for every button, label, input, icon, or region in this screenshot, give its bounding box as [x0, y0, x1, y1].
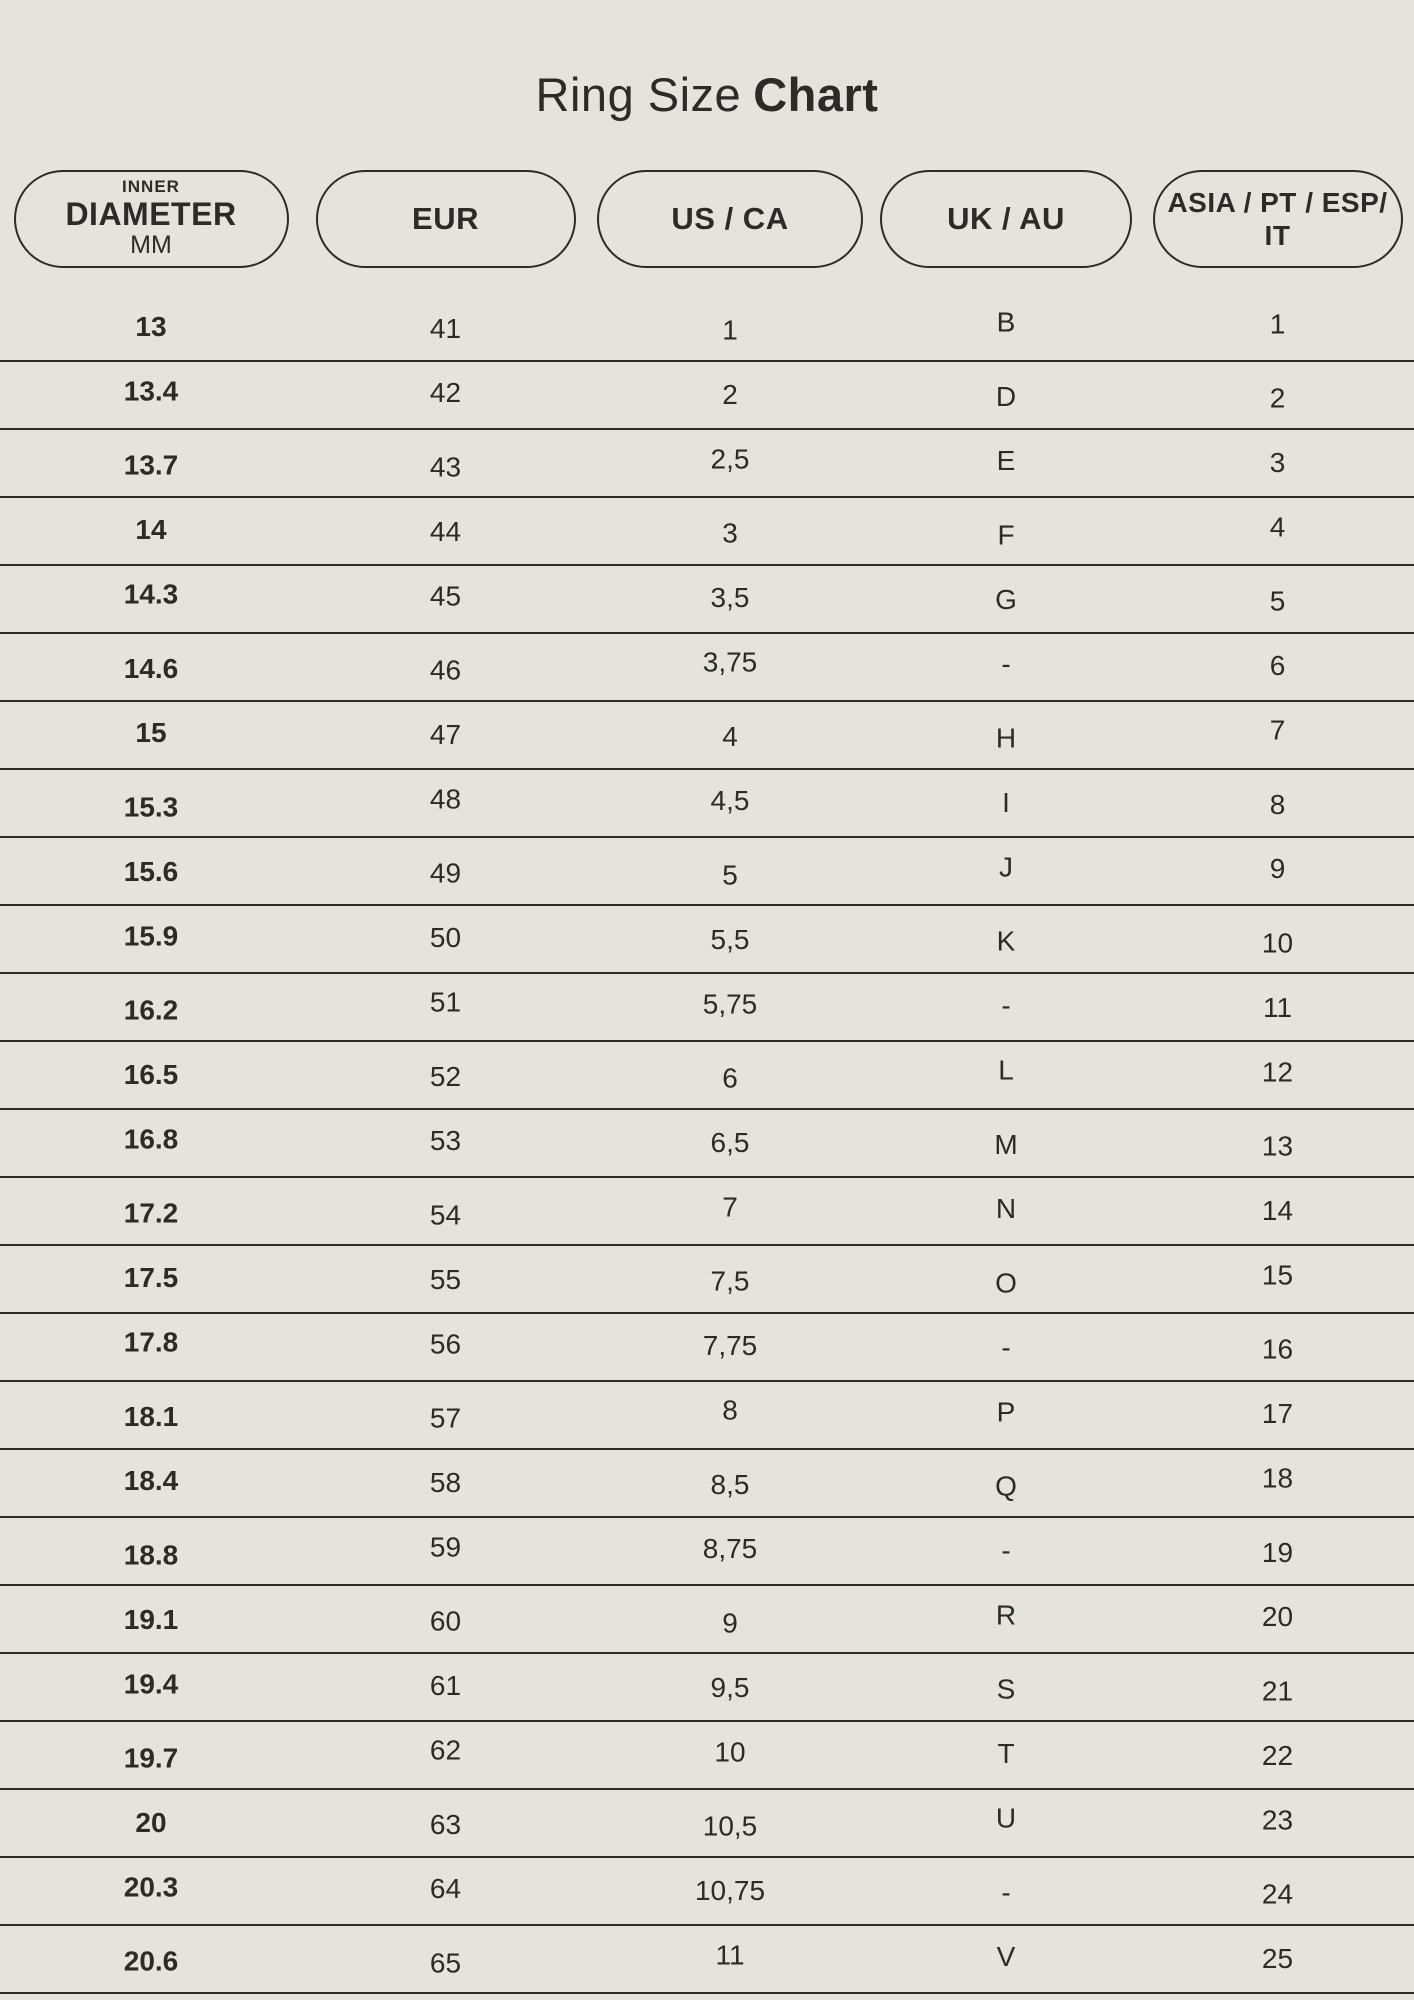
- cell-value: 56: [429, 1328, 462, 1360]
- cell-eur: [302, 1382, 589, 1448]
- cell-asia-pt-esp-it: [1141, 1042, 1414, 1108]
- cell-inner-diameter: [0, 1314, 302, 1380]
- cell-value: B: [996, 306, 1016, 338]
- cell-us-ca: [589, 1654, 871, 1720]
- cell-us-ca: [589, 1450, 871, 1516]
- cell-asia-pt-esp-it: [1141, 634, 1414, 700]
- cell-value: 58: [429, 1467, 462, 1498]
- cell-inner-diameter: [0, 1450, 302, 1516]
- cell-asia-pt-esp-it: [1141, 294, 1414, 360]
- cell-us-ca: [589, 1518, 871, 1584]
- cell-value: 17: [1261, 1398, 1294, 1430]
- cell-uk-au: [871, 1450, 1141, 1516]
- cell-value: 19: [1261, 1536, 1294, 1568]
- cell-asia-pt-esp-it: [1141, 1926, 1414, 1992]
- cell-inner-diameter: [0, 974, 302, 1040]
- cell-asia-pt-esp-it: [1141, 906, 1414, 972]
- cell-us-ca: [589, 1790, 871, 1856]
- cell-asia-pt-esp-it: [1141, 770, 1414, 836]
- cell-asia-pt-esp-it: [1141, 430, 1414, 496]
- cell-inner-diameter: [0, 1110, 302, 1176]
- page-title-regular: Ring Size: [535, 68, 742, 122]
- cell-value: 51: [429, 986, 462, 1018]
- header-uk-au-label: UK / AU: [947, 200, 1065, 236]
- cell-value: 16: [1261, 1333, 1294, 1365]
- cell-inner-diameter: [0, 906, 302, 972]
- table-row: [0, 1110, 1414, 1178]
- cell-uk-au: [871, 974, 1141, 1040]
- cell-us-ca: [589, 702, 871, 768]
- cell-uk-au: [871, 906, 1141, 972]
- cell-inner-diameter: [0, 566, 302, 632]
- cell-value: 17.2: [123, 1197, 179, 1229]
- cell-eur: [302, 430, 589, 496]
- cell-eur: [302, 1722, 589, 1788]
- cell-value: 7,5: [710, 1265, 750, 1297]
- header-eur-label: EUR: [412, 200, 479, 236]
- cell-value: 45: [429, 580, 462, 612]
- cell-value: 11: [1262, 991, 1293, 1023]
- cell-value: 6: [722, 1062, 738, 1094]
- cell-asia-pt-esp-it: [1141, 974, 1414, 1040]
- cell-value: 15: [135, 717, 167, 749]
- cell-asia-pt-esp-it: [1141, 1790, 1414, 1856]
- cell-value: L: [998, 1054, 1014, 1086]
- header-pill-inner-diameter: [14, 170, 289, 268]
- cell-value: 7,75: [702, 1330, 758, 1362]
- cell-us-ca: [589, 1246, 871, 1312]
- table-row: [0, 974, 1414, 1042]
- cell-eur: [302, 1042, 589, 1108]
- cell-value: 18: [1261, 1462, 1294, 1494]
- cell-uk-au: [871, 294, 1141, 360]
- cell-value: 4: [722, 720, 738, 752]
- cell-eur: [302, 498, 589, 564]
- cell-uk-au: [871, 1518, 1141, 1584]
- cell-us-ca: [589, 294, 871, 360]
- cell-value: 49: [429, 857, 462, 889]
- cell-eur: [302, 906, 589, 972]
- cell-value: 3,5: [710, 582, 750, 614]
- cell-value: 63: [429, 1808, 462, 1840]
- header-pill-eur: [316, 170, 576, 268]
- header-pill-asia-pt-esp-it: [1153, 170, 1403, 268]
- cell-value: 6: [1269, 650, 1286, 682]
- cell-asia-pt-esp-it: [1141, 702, 1414, 768]
- cell-value: 43: [429, 451, 462, 483]
- cell-value: 16.2: [123, 994, 179, 1026]
- cell-us-ca: [589, 566, 871, 632]
- cell-value: 14.6: [123, 652, 179, 684]
- table-row: [0, 1246, 1414, 1314]
- cell-value: N: [995, 1193, 1017, 1225]
- table-row: [0, 1586, 1414, 1654]
- cell-us-ca: [589, 1926, 871, 1992]
- cell-value: 57: [429, 1402, 462, 1434]
- cell-inner-diameter: [0, 1246, 302, 1312]
- cell-asia-pt-esp-it: [1141, 566, 1414, 632]
- cell-asia-pt-esp-it: [1141, 1314, 1414, 1380]
- cell-value: 42: [429, 377, 462, 409]
- cell-value: 41: [429, 312, 462, 344]
- cell-value: 4,5: [710, 785, 750, 817]
- cell-value: 14.3: [123, 578, 179, 610]
- header-pill-us-ca: [597, 170, 863, 268]
- cell-value: 1: [722, 314, 738, 346]
- cell-value: 46: [429, 654, 462, 686]
- cell-eur: [302, 294, 589, 360]
- cell-value: 48: [429, 783, 462, 815]
- cell-uk-au: [871, 1586, 1141, 1652]
- cell-inner-diameter: [0, 1926, 302, 1992]
- cell-asia-pt-esp-it: [1141, 1586, 1414, 1652]
- cell-us-ca: [589, 838, 871, 904]
- cell-inner-diameter: [0, 362, 302, 428]
- table-row: [0, 906, 1414, 974]
- cell-uk-au: [871, 1246, 1141, 1312]
- cell-value: 16.8: [123, 1123, 179, 1155]
- cell-inner-diameter: [0, 838, 302, 904]
- cell-value: 54: [429, 1199, 462, 1231]
- cell-value: 15: [1261, 1259, 1294, 1291]
- cell-eur: [302, 1586, 589, 1652]
- cell-asia-pt-esp-it: [1141, 1178, 1414, 1244]
- table-row: [0, 294, 1414, 362]
- cell-eur: [302, 362, 589, 428]
- cell-value: M: [994, 1128, 1018, 1160]
- cell-eur: [302, 566, 589, 632]
- cell-uk-au: [871, 1790, 1141, 1856]
- cell-value: 53: [429, 1125, 462, 1157]
- cell-value: -: [1001, 1535, 1011, 1566]
- cell-value: 61: [429, 1670, 462, 1702]
- cell-value: F: [997, 519, 1015, 551]
- cell-inner-diameter: [0, 1586, 302, 1652]
- cell-value: -: [1001, 648, 1011, 680]
- cell-value: 13.4: [123, 375, 179, 407]
- table-row: [0, 1382, 1414, 1450]
- cell-uk-au: [871, 838, 1141, 904]
- table-header-row: [0, 170, 1414, 268]
- table-row: [0, 1314, 1414, 1382]
- cell-us-ca: [589, 1586, 871, 1652]
- cell-eur: [302, 1518, 589, 1584]
- cell-value: 50: [429, 922, 462, 954]
- cell-value: 2: [722, 379, 738, 410]
- cell-uk-au: [871, 1382, 1141, 1448]
- table-row: [0, 1654, 1414, 1722]
- table-row: [0, 1926, 1414, 1994]
- cell-value: Q: [995, 1470, 1017, 1502]
- header-pill-uk-au: [880, 170, 1132, 268]
- cell-value: I: [1002, 787, 1010, 818]
- cell-eur: [302, 1926, 589, 1992]
- cell-value: S: [996, 1673, 1016, 1705]
- cell-value: 10,5: [702, 1810, 758, 1842]
- cell-value: 6,5: [710, 1127, 750, 1158]
- cell-eur: [302, 770, 589, 836]
- header-diameter-label: DIAMETER: [65, 196, 237, 232]
- cell-value: 15.6: [123, 855, 179, 887]
- table-row: [0, 498, 1414, 566]
- cell-uk-au: [871, 498, 1141, 564]
- cell-value: 13: [135, 311, 167, 342]
- cell-value: H: [995, 722, 1017, 754]
- cell-inner-diameter: [0, 430, 302, 496]
- cell-us-ca: [589, 634, 871, 700]
- cell-us-ca: [589, 1382, 871, 1448]
- cell-uk-au: [871, 1722, 1141, 1788]
- cell-value: 9: [1269, 853, 1286, 885]
- cell-value: 60: [429, 1605, 462, 1637]
- cell-asia-pt-esp-it: [1141, 1518, 1414, 1584]
- cell-uk-au: [871, 702, 1141, 768]
- cell-value: E: [996, 445, 1016, 477]
- page-title-bold: Chart: [753, 68, 879, 122]
- header-inner-label: INNER: [122, 177, 180, 197]
- cell-value: 3,75: [702, 646, 758, 678]
- cell-value: -: [1001, 1331, 1011, 1363]
- cell-value: 14: [1261, 1195, 1294, 1226]
- cell-uk-au: [871, 1110, 1141, 1176]
- table-row: [0, 362, 1414, 430]
- cell-eur: [302, 702, 589, 768]
- cell-value: 17.5: [123, 1262, 179, 1294]
- cell-uk-au: [871, 770, 1141, 836]
- cell-value: 1: [1269, 308, 1286, 340]
- cell-uk-au: [871, 1858, 1141, 1924]
- cell-us-ca: [589, 1110, 871, 1176]
- table-row: [0, 770, 1414, 838]
- cell-asia-pt-esp-it: [1141, 498, 1414, 564]
- cell-value: 8: [722, 1394, 738, 1426]
- cell-inner-diameter: [0, 498, 302, 564]
- cell-value: -: [1001, 990, 1011, 1022]
- cell-eur: [302, 1178, 589, 1244]
- cell-value: 20.3: [123, 1871, 179, 1903]
- table-row: [0, 634, 1414, 702]
- cell-value: G: [995, 583, 1017, 615]
- cell-uk-au: [871, 634, 1141, 700]
- cell-value: 2,5: [710, 443, 750, 475]
- cell-value: 55: [429, 1263, 462, 1295]
- cell-value: D: [995, 380, 1017, 412]
- table-row: [0, 1042, 1414, 1110]
- cell-value: 13: [1261, 1130, 1294, 1162]
- cell-uk-au: [871, 1042, 1141, 1108]
- table-row: [0, 1518, 1414, 1586]
- cell-us-ca: [589, 498, 871, 564]
- cell-value: 59: [429, 1531, 462, 1563]
- cell-value: 10: [714, 1736, 746, 1768]
- cell-value: 15.9: [123, 920, 179, 952]
- cell-value: 3: [722, 517, 738, 549]
- cell-value: 8: [1269, 788, 1286, 820]
- cell-eur: [302, 1858, 589, 1924]
- cell-value: 5: [722, 859, 738, 891]
- cell-value: 64: [429, 1873, 462, 1905]
- cell-value: 7: [722, 1191, 738, 1223]
- cell-asia-pt-esp-it: [1141, 1654, 1414, 1720]
- cell-value: O: [995, 1267, 1017, 1299]
- cell-eur: [302, 1654, 589, 1720]
- cell-inner-diameter: [0, 1042, 302, 1108]
- cell-value: 19.7: [123, 1742, 179, 1774]
- cell-value: 24: [1261, 1878, 1294, 1910]
- cell-inner-diameter: [0, 702, 302, 768]
- cell-value: 9: [722, 1607, 738, 1639]
- cell-uk-au: [871, 362, 1141, 428]
- cell-value: 23: [1261, 1804, 1294, 1836]
- cell-value: 11: [715, 1939, 745, 1971]
- cell-us-ca: [589, 1314, 871, 1380]
- cell-us-ca: [589, 974, 871, 1040]
- cell-value: -: [1001, 1876, 1011, 1908]
- cell-value: 16.5: [123, 1059, 179, 1090]
- cell-value: 20: [135, 1807, 167, 1838]
- table-row: [0, 702, 1414, 770]
- cell-value: 62: [429, 1734, 462, 1766]
- cell-value: 14: [135, 514, 167, 546]
- cell-asia-pt-esp-it: [1141, 838, 1414, 904]
- cell-eur: [302, 634, 589, 700]
- cell-value: 10: [1261, 927, 1294, 959]
- cell-value: 19.1: [123, 1603, 179, 1635]
- cell-us-ca: [589, 1722, 871, 1788]
- cell-us-ca: [589, 430, 871, 496]
- cell-value: V: [996, 1941, 1016, 1973]
- cell-value: 5: [1269, 585, 1286, 617]
- cell-inner-diameter: [0, 1518, 302, 1584]
- cell-inner-diameter: [0, 1722, 302, 1788]
- cell-eur: [302, 1110, 589, 1176]
- cell-value: 17.8: [123, 1326, 179, 1358]
- cell-value: 13.7: [123, 449, 179, 481]
- cell-value: 19.4: [123, 1668, 179, 1700]
- page-title: [0, 67, 1414, 122]
- cell-inner-diameter: [0, 1858, 302, 1924]
- header-us-ca-label: US / CA: [671, 200, 789, 236]
- cell-us-ca: [589, 770, 871, 836]
- cell-value: 4: [1269, 511, 1286, 543]
- cell-value: 12: [1261, 1056, 1294, 1088]
- cell-eur: [302, 974, 589, 1040]
- cell-value: 10,75: [694, 1875, 766, 1906]
- cell-value: J: [999, 851, 1013, 883]
- cell-value: 20.6: [123, 1945, 179, 1977]
- header-asia-label: ASIA / PT / ESP/ IT: [1167, 186, 1388, 251]
- cell-value: 8,75: [702, 1533, 758, 1565]
- cell-asia-pt-esp-it: [1141, 1382, 1414, 1448]
- table-row: [0, 1450, 1414, 1518]
- cell-value: 2: [1269, 382, 1286, 414]
- cell-uk-au: [871, 1314, 1141, 1380]
- cell-uk-au: [871, 430, 1141, 496]
- cell-us-ca: [589, 362, 871, 428]
- cell-asia-pt-esp-it: [1141, 1450, 1414, 1516]
- cell-asia-pt-esp-it: [1141, 1246, 1414, 1312]
- cell-eur: [302, 838, 589, 904]
- cell-asia-pt-esp-it: [1141, 1858, 1414, 1924]
- cell-value: 8,5: [710, 1468, 750, 1500]
- cell-eur: [302, 1246, 589, 1312]
- cell-value: 44: [429, 515, 462, 547]
- table-row: [0, 1858, 1414, 1926]
- cell-value: 65: [429, 1947, 462, 1979]
- cell-eur: [302, 1314, 589, 1380]
- cell-inner-diameter: [0, 294, 302, 360]
- cell-us-ca: [589, 1042, 871, 1108]
- header-mm-label: MM: [130, 231, 172, 260]
- size-table: [0, 294, 1414, 1994]
- cell-uk-au: [871, 1178, 1141, 1244]
- cell-inner-diameter: [0, 1654, 302, 1720]
- cell-us-ca: [589, 1178, 871, 1244]
- cell-asia-pt-esp-it: [1141, 1110, 1414, 1176]
- table-row: [0, 566, 1414, 634]
- cell-value: 18.4: [123, 1465, 179, 1497]
- cell-inner-diameter: [0, 634, 302, 700]
- cell-value: U: [995, 1802, 1017, 1834]
- cell-value: 3: [1269, 447, 1286, 478]
- cell-value: 9,5: [710, 1671, 750, 1703]
- cell-value: 22: [1261, 1739, 1294, 1771]
- cell-value: T: [997, 1738, 1015, 1770]
- cell-value: 7: [1269, 714, 1286, 746]
- cell-eur: [302, 1790, 589, 1856]
- table-row: [0, 838, 1414, 906]
- cell-inner-diameter: [0, 1790, 302, 1856]
- cell-inner-diameter: [0, 1382, 302, 1448]
- cell-value: R: [995, 1599, 1017, 1631]
- cell-uk-au: [871, 1654, 1141, 1720]
- cell-us-ca: [589, 906, 871, 972]
- cell-us-ca: [589, 1858, 871, 1924]
- cell-value: 20: [1261, 1601, 1294, 1633]
- cell-value: 5,5: [710, 923, 750, 955]
- cell-value: 47: [429, 719, 462, 750]
- table-row: [0, 1790, 1414, 1858]
- cell-value: 52: [429, 1060, 462, 1092]
- cell-uk-au: [871, 1926, 1141, 1992]
- cell-value: K: [996, 925, 1016, 957]
- cell-asia-pt-esp-it: [1141, 362, 1414, 428]
- cell-uk-au: [871, 566, 1141, 632]
- cell-value: 25: [1261, 1943, 1294, 1974]
- cell-inner-diameter: [0, 1178, 302, 1244]
- cell-value: 15.3: [123, 791, 179, 823]
- table-row: [0, 1178, 1414, 1246]
- table-row: [0, 430, 1414, 498]
- cell-value: 18.8: [123, 1539, 179, 1571]
- cell-asia-pt-esp-it: [1141, 1722, 1414, 1788]
- cell-value: 21: [1261, 1675, 1294, 1707]
- table-row: [0, 1722, 1414, 1790]
- cell-value: 18.1: [123, 1400, 179, 1432]
- cell-inner-diameter: [0, 770, 302, 836]
- cell-value: 5,75: [702, 988, 758, 1020]
- cell-value: P: [996, 1396, 1016, 1428]
- cell-eur: [302, 1450, 589, 1516]
